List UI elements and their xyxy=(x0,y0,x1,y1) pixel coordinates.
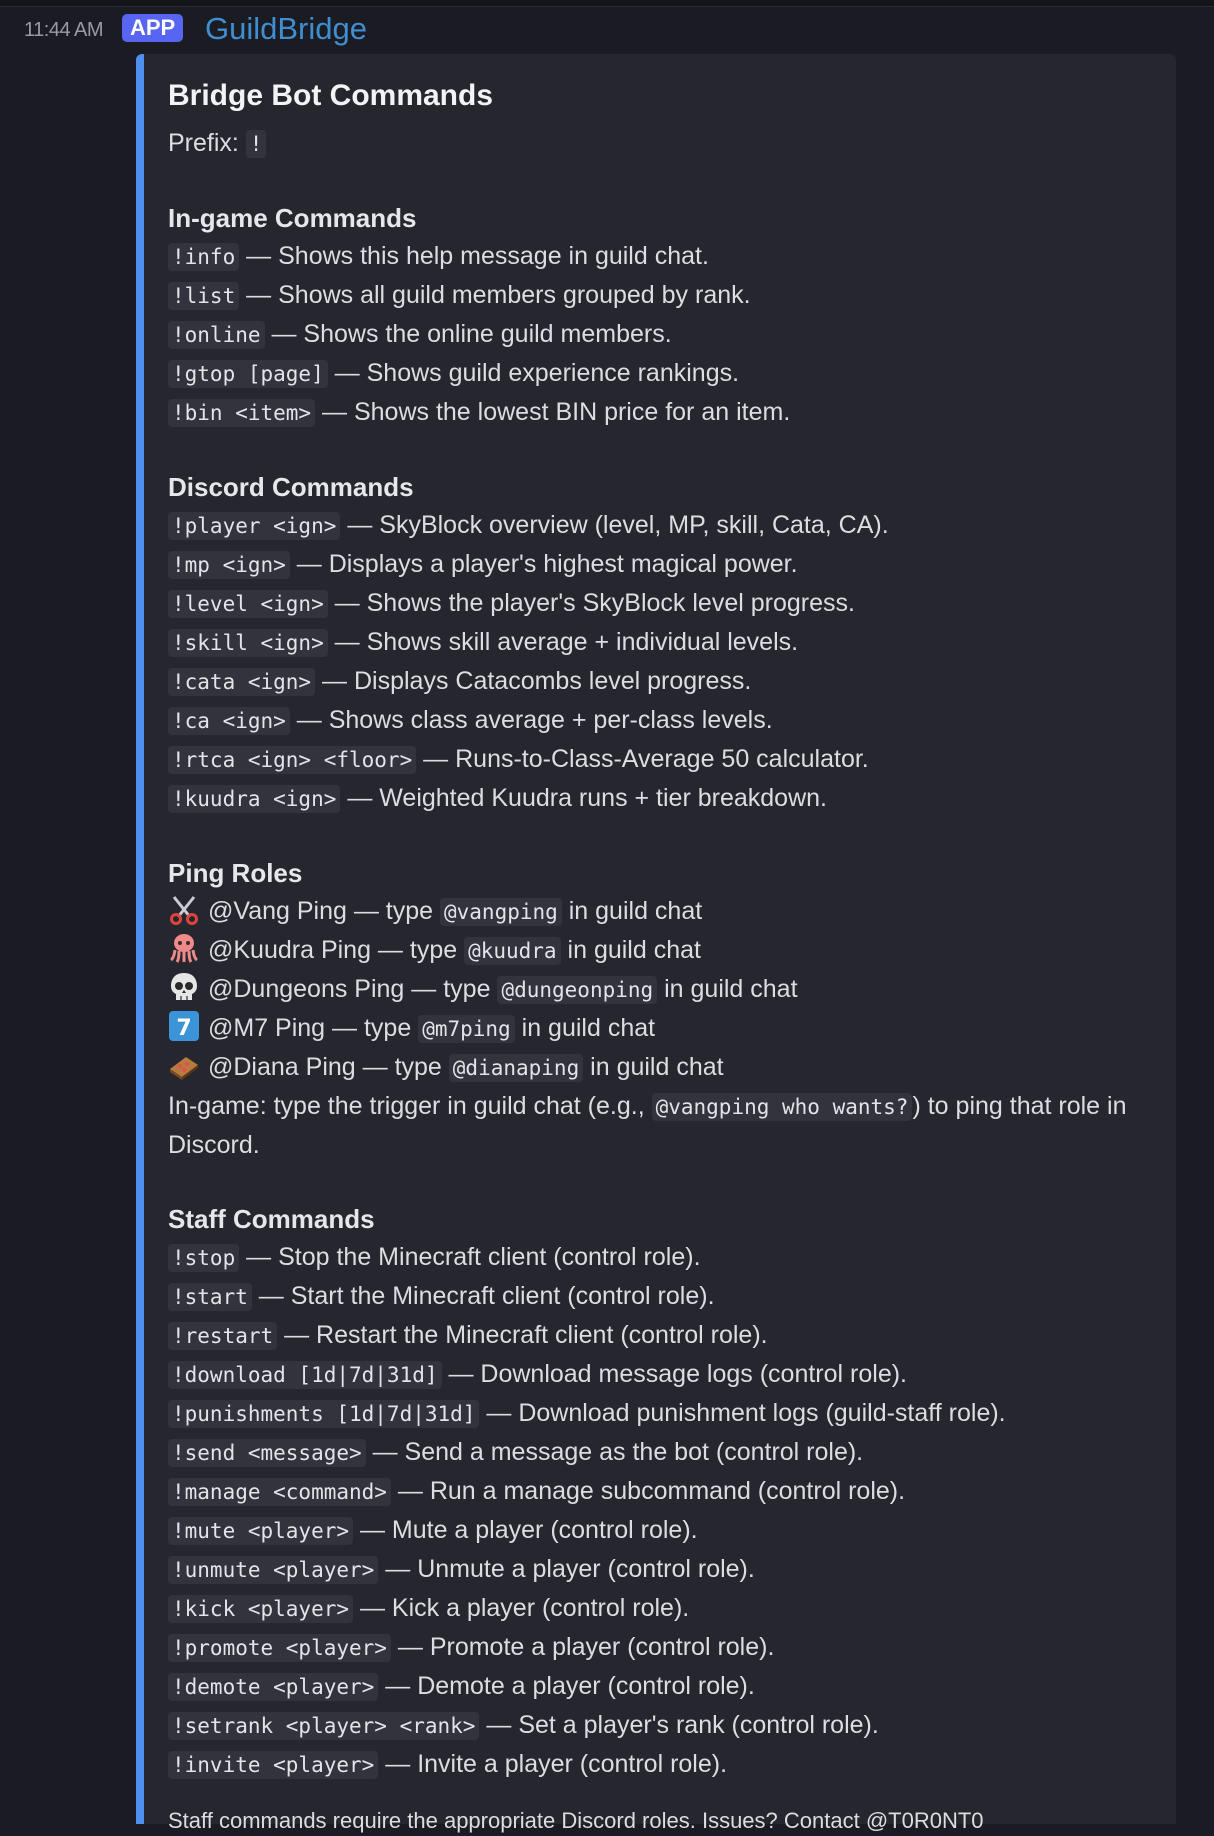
ping-role-row xyxy=(168,931,1156,970)
command-row xyxy=(168,1550,1156,1589)
command-code: !setrank <player> <rank> xyxy=(168,1712,479,1740)
command-description: — Set a player's rank (control role). xyxy=(479,1711,879,1739)
role-trigger-code: @vangping xyxy=(440,898,562,926)
ping-note-pre: In-game: type the trigger in guild chat (e.g., xyxy=(168,1092,652,1120)
ping-role-row xyxy=(168,970,1156,1009)
role-mention[interactable]: @Vang Ping xyxy=(208,897,347,925)
top-divider xyxy=(0,0,1214,7)
ping-role-row xyxy=(168,1009,1156,1048)
command-row xyxy=(168,237,1156,276)
command-code: !demote <player> xyxy=(168,1673,378,1701)
command-code: !cata <ign> xyxy=(168,668,315,696)
command-code: !invite <player> xyxy=(168,1751,378,1779)
role-trigger-code: @m7ping xyxy=(418,1015,515,1043)
command-code: !mute <player> xyxy=(168,1517,353,1545)
command-description: — Download message logs (control role). xyxy=(441,1360,907,1388)
ping-role-row xyxy=(168,1048,1156,1087)
role-trigger-code: @dungeonping xyxy=(497,976,657,1004)
command-code: !stop xyxy=(168,1244,239,1272)
command-description: — Shows guild experience rankings. xyxy=(327,359,740,387)
command-description: — Unmute a player (control role). xyxy=(378,1555,755,1583)
command-code: !download [1d|7d|31d] xyxy=(168,1361,442,1389)
command-code: !mp <ign> xyxy=(168,551,290,579)
command-description: — Start the Minecraft client (control role). xyxy=(251,1282,715,1310)
command-description: — Mute a player (control role). xyxy=(353,1516,698,1544)
staff-command-list xyxy=(168,1238,1156,1784)
command-description: — Kick a player (control role). xyxy=(353,1594,690,1622)
command-description: — Invite a player (control role). xyxy=(378,1750,728,1778)
command-code: !player <ign> xyxy=(168,512,340,540)
command-code: !restart xyxy=(168,1322,277,1350)
role-tail: in guild chat xyxy=(560,936,701,964)
command-description: — Promote a player (control role). xyxy=(390,1633,775,1661)
message-timestamp[interactable]: 11:44 AM xyxy=(24,19,104,41)
command-row xyxy=(168,1667,1156,1706)
command-code: !kick <player> xyxy=(168,1595,353,1623)
command-row xyxy=(168,506,1156,545)
role-tail: in guild chat xyxy=(514,1014,656,1042)
role-separator: — type xyxy=(325,1014,419,1042)
command-code: !online xyxy=(168,321,265,349)
command-row xyxy=(168,1706,1156,1745)
command-row xyxy=(168,1589,1156,1628)
ping-role-row xyxy=(168,892,1156,931)
embed-title: Bridge Bot Commands xyxy=(168,79,494,112)
command-description: — Download punishment logs (guild-staff role). xyxy=(479,1399,1006,1427)
command-code: !punishments [1d|7d|31d] xyxy=(168,1400,479,1428)
command-row xyxy=(168,623,1156,662)
command-description: — Shows the online guild members. xyxy=(264,320,672,348)
command-row xyxy=(168,1277,1156,1316)
role-separator: — type xyxy=(346,897,440,925)
role-mention[interactable]: @Kuudra Ping xyxy=(208,936,371,964)
ping-note-code: @vangping who wants? xyxy=(652,1093,913,1121)
command-description: — Shows this help message in guild chat. xyxy=(239,242,709,270)
command-description: — Shows the player's SkyBlock level progress. xyxy=(327,589,855,617)
role-separator: — type xyxy=(355,1053,449,1081)
ping-note xyxy=(168,1087,1156,1164)
prefix-code: ! xyxy=(246,130,267,158)
role-tail: in guild chat xyxy=(561,897,703,925)
role-tail: in guild chat xyxy=(657,975,798,1003)
role-separator: — type xyxy=(370,936,465,964)
squid-icon xyxy=(168,932,200,964)
command-code: !promote <player> xyxy=(168,1634,391,1662)
command-code: !start xyxy=(168,1283,252,1311)
ingame-command-list xyxy=(168,237,1156,432)
command-description: — Shows skill average + individual levels. xyxy=(327,628,799,656)
ping-note-post: ) to ping that role in Discord. xyxy=(168,1092,1127,1159)
skull-icon xyxy=(168,971,200,1003)
command-row xyxy=(168,276,1156,315)
section-ingame-title: In-game Commands xyxy=(168,203,417,233)
command-description: — Shows all guild members grouped by rank. xyxy=(239,281,751,309)
scissors-icon xyxy=(168,893,200,925)
role-separator: — type xyxy=(404,975,498,1003)
command-code: !list xyxy=(168,282,239,310)
command-row xyxy=(168,1394,1156,1433)
command-description: — Shows the lowest BIN price for an item. xyxy=(315,398,791,426)
command-description: — Run a manage subcommand (control role). xyxy=(390,1477,906,1505)
command-row xyxy=(168,701,1156,740)
embed-card xyxy=(136,54,1176,1833)
role-mention[interactable]: @Dungeons Ping xyxy=(208,975,405,1003)
ping-role-list xyxy=(168,892,1156,1087)
command-row xyxy=(168,584,1156,623)
section-ping-title: Ping Roles xyxy=(168,858,303,888)
command-row xyxy=(168,315,1156,354)
command-row xyxy=(168,1745,1156,1784)
role-trigger-code: @dianaping xyxy=(449,1054,583,1082)
keycap-seven-icon xyxy=(168,1010,200,1042)
command-row xyxy=(168,1628,1156,1667)
command-description: — Demote a player (control role). xyxy=(378,1672,755,1700)
command-row xyxy=(168,545,1156,584)
section-staff-title: Staff Commands xyxy=(168,1204,375,1234)
command-row xyxy=(168,1433,1156,1472)
command-description: — Restart the Minecraft client (control role). xyxy=(277,1321,768,1349)
command-row xyxy=(168,354,1156,393)
command-code: !kuudra <ign> xyxy=(168,785,340,813)
command-code: !unmute <player> xyxy=(168,1556,378,1584)
embed-footer: Staff commands require the appropriate Discord roles. Issues? Contact @T0R0NT0 xyxy=(168,1808,984,1833)
svg-text:7: 7 xyxy=(176,1016,192,1041)
command-row xyxy=(168,1238,1156,1277)
command-row xyxy=(168,393,1156,432)
role-trigger-code: @kuudra xyxy=(464,937,561,965)
command-description: — SkyBlock overview (level, MP, skill, Cata, CA). xyxy=(340,511,889,539)
role-mention[interactable]: @M7 Ping xyxy=(208,1014,326,1042)
app-badge: APP xyxy=(122,14,183,42)
role-mention[interactable]: @Diana Ping xyxy=(208,1053,356,1081)
command-code: !level <ign> xyxy=(168,590,328,618)
command-description: — Weighted Kuudra runs + tier breakdown. xyxy=(340,784,827,812)
prefix-line xyxy=(168,124,1156,163)
prefix-label: Prefix: xyxy=(168,129,246,157)
command-row xyxy=(168,779,1156,818)
message-header xyxy=(0,10,1214,50)
command-row xyxy=(168,1472,1156,1511)
command-code: !send <message> xyxy=(168,1439,366,1467)
command-row xyxy=(168,1355,1156,1394)
command-code: !info xyxy=(168,243,239,271)
command-code: !bin <item> xyxy=(168,399,315,427)
command-row xyxy=(168,1511,1156,1550)
command-description: — Displays Catacombs level progress. xyxy=(315,667,752,695)
command-code: !rtca <ign> <floor> xyxy=(168,746,416,774)
command-code: !ca <ign> xyxy=(168,707,290,735)
embed-body xyxy=(168,78,1156,1836)
role-tail: in guild chat xyxy=(583,1053,724,1081)
discord-command-list xyxy=(168,506,1156,818)
command-code: !skill <ign> xyxy=(168,629,328,657)
command-row xyxy=(168,740,1156,779)
command-row xyxy=(168,1316,1156,1355)
command-row xyxy=(168,662,1156,701)
command-description: — Send a message as the bot (control role). xyxy=(365,1438,864,1466)
command-code: !manage <command> xyxy=(168,1478,391,1506)
command-description: — Displays a player's highest magical power. xyxy=(289,550,798,578)
command-description: — Stop the Minecraft client (control role). xyxy=(239,1243,701,1271)
author-name[interactable]: GuildBridge xyxy=(205,11,367,46)
command-code: !gtop [page] xyxy=(168,360,328,388)
section-discord-title: Discord Commands xyxy=(168,472,414,502)
command-description: — Shows class average + per-class levels. xyxy=(289,706,773,734)
command-description: — Runs-to-Class-Average 50 calculator. xyxy=(416,745,869,773)
pie-icon xyxy=(168,1049,200,1081)
